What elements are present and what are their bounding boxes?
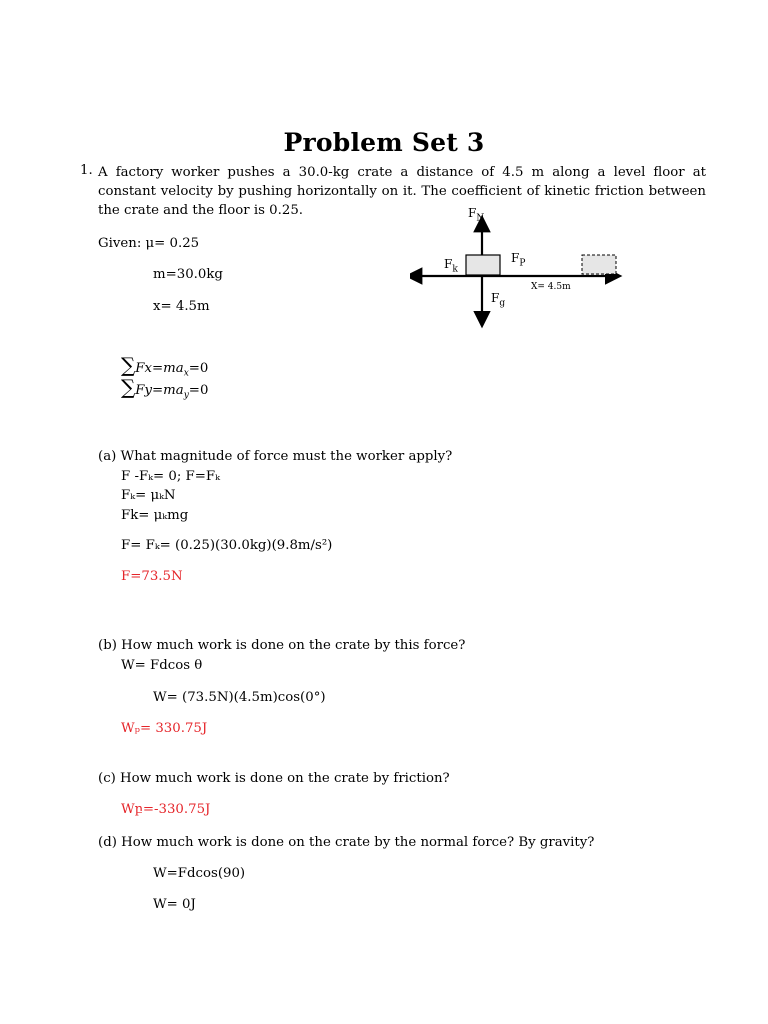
part-d-line-1: W=Fdcos(90) [153, 866, 246, 881]
fg-text: F [491, 291, 500, 305]
label-friction-force [444, 257, 458, 274]
fn-text: F [468, 206, 477, 220]
part-a-line-4: F= Fₖ= (0.25)(30.0kg)(9.8m/s²) [121, 538, 333, 553]
part-c-answer: Wբ=-330.75J [121, 802, 211, 817]
fp-sub: P [519, 258, 526, 269]
question-c: (c) How much work is done on the crate by friction? [98, 771, 450, 786]
given-mass: m=30.0kg [153, 267, 223, 282]
part-b-line-2: W= (73.5N)(4.5m)cos(0°) [153, 690, 326, 705]
part-a-line-3: Fk= μₖmg [121, 508, 189, 523]
given-distance: x= 4.5m [153, 299, 210, 314]
question-d: (d) How much work is done on the crate by the normal force? By gravity? [98, 835, 595, 850]
part-a-line-1: F -Fₖ= 0; F=Fₖ [121, 469, 220, 484]
question-b: (b) How much work is done on the crate by this force? [98, 638, 466, 653]
label-gravity-force [491, 291, 505, 308]
part-d-line-2: W= 0J [153, 897, 196, 912]
sigma-symbol: ∑ [121, 375, 136, 399]
equation-fx-rhs: =0 [188, 361, 209, 376]
crate-final-position [582, 255, 616, 274]
given-mu: Given: μ= 0.25 [98, 236, 200, 251]
label-push-force [511, 251, 525, 268]
part-b-answer: Wₚ= 330.75J [121, 721, 208, 736]
label-displacement: X= 4.5m [531, 282, 571, 292]
problem-statement: A factory worker pushes a 30.0-kg crate a distance of 4.5 m along a level floor at constant velocity by pushing horizontally on it. The coefficient of kinetic friction between the crate and the floor is 0.25. [98, 165, 706, 218]
question-a: (a) What magnitude of force must the worker apply? [98, 449, 453, 464]
equation-fy-text: Fy=ma [135, 383, 184, 398]
equation-fy-rhs: =0 [188, 383, 209, 398]
part-a-answer: F=73.5N [121, 569, 183, 584]
page-title: Problem Set 3 [283, 128, 485, 157]
part-b-line-1: W= Fdcos θ [121, 658, 203, 673]
equation-fx-sub: x [183, 368, 189, 379]
fn-sub: N [476, 213, 485, 224]
crate-box [466, 255, 500, 275]
fp-text: F [511, 251, 520, 265]
equation-fy-sub: y [183, 390, 189, 401]
fg-sub: g [499, 298, 506, 309]
problem-number: 1. [80, 163, 93, 178]
part-a-line-2: Fₖ= μₖN [121, 488, 176, 503]
label-normal-force [468, 206, 484, 223]
equation-sum-fy [121, 375, 209, 406]
fk-text: F [444, 257, 453, 271]
sigma-symbol: ∑ [121, 353, 136, 377]
equation-fx-text: Fx=ma [135, 361, 184, 376]
fk-sub: k [452, 264, 458, 275]
